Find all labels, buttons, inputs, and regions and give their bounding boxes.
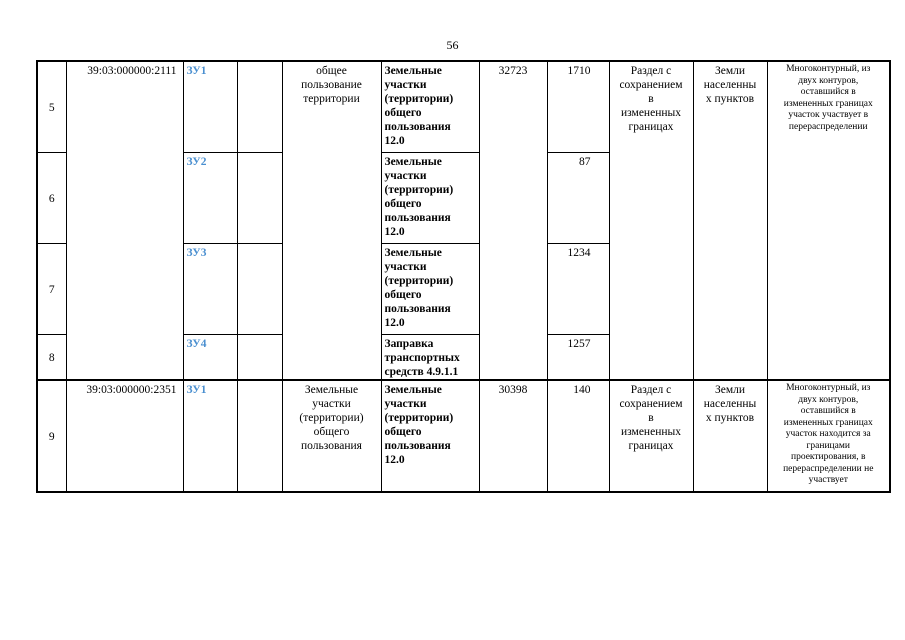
permitted-use: общее пользование территории bbox=[282, 61, 381, 380]
note: Многоконтурный, из двух контуров, оставшийся в измененных границах участок находится за границами проектирования, в перераспределении не участвует bbox=[767, 380, 890, 492]
plot-area: 1710 bbox=[547, 61, 609, 152]
use-type: Земельные участки (территории) общего пользования 12.0 bbox=[381, 152, 479, 243]
use-type: Земельные участки (территории) общего пользования 12.0 bbox=[381, 61, 479, 152]
plot-designation: ЗУ2 bbox=[183, 152, 237, 243]
cadastral-number: 39:03:000000:2111 bbox=[66, 61, 183, 380]
use-type: Земельные участки (территории) общего пользования 12.0 bbox=[381, 380, 479, 492]
land-category: Земли населенны х пунктов bbox=[693, 380, 767, 492]
empty-cell bbox=[237, 243, 282, 334]
plot-area: 1234 bbox=[547, 243, 609, 334]
formation-method: Раздел с сохранением в измененных границах bbox=[609, 380, 693, 492]
plot-designation: ЗУ1 bbox=[183, 61, 237, 152]
use-type: Заправка транспортных средств 4.9.1.1 bbox=[381, 334, 479, 380]
table-row bbox=[37, 380, 890, 492]
use-type: Земельные участки (территории) общего пользования 12.0 bbox=[381, 243, 479, 334]
row-number: 9 bbox=[37, 380, 66, 492]
cadastral-number: 39:03:000000:2351 bbox=[66, 380, 183, 492]
plot-designation: ЗУ3 bbox=[183, 243, 237, 334]
empty-cell bbox=[237, 152, 282, 243]
plot-area: 1257 bbox=[547, 334, 609, 380]
plot-designation: ЗУ4 bbox=[183, 334, 237, 380]
row-number: 8 bbox=[37, 334, 66, 380]
total-area: 32723 bbox=[479, 61, 547, 380]
total-area: 30398 bbox=[479, 380, 547, 492]
plot-area: 140 bbox=[547, 380, 609, 492]
page-number: 56 bbox=[446, 38, 459, 52]
permitted-use: Земельные участки (территории) общего пользования bbox=[282, 380, 381, 492]
land-category: Земли населенны х пунктов bbox=[693, 61, 767, 380]
note: Многоконтурный, из двух контуров, оставшийся в измененных границах участок участвует в перераспределении bbox=[767, 61, 890, 380]
plot-area: 87 bbox=[547, 152, 609, 243]
table-row bbox=[37, 61, 890, 152]
empty-cell bbox=[237, 334, 282, 380]
land-plots-table bbox=[36, 60, 891, 493]
formation-method: Раздел с сохранением в измененных границах bbox=[609, 61, 693, 380]
row-number: 5 bbox=[37, 61, 66, 152]
plot-designation: ЗУ1 bbox=[183, 380, 237, 492]
row-number: 7 bbox=[37, 243, 66, 334]
empty-cell bbox=[237, 61, 282, 152]
empty-cell bbox=[237, 380, 282, 492]
row-number: 6 bbox=[37, 152, 66, 243]
